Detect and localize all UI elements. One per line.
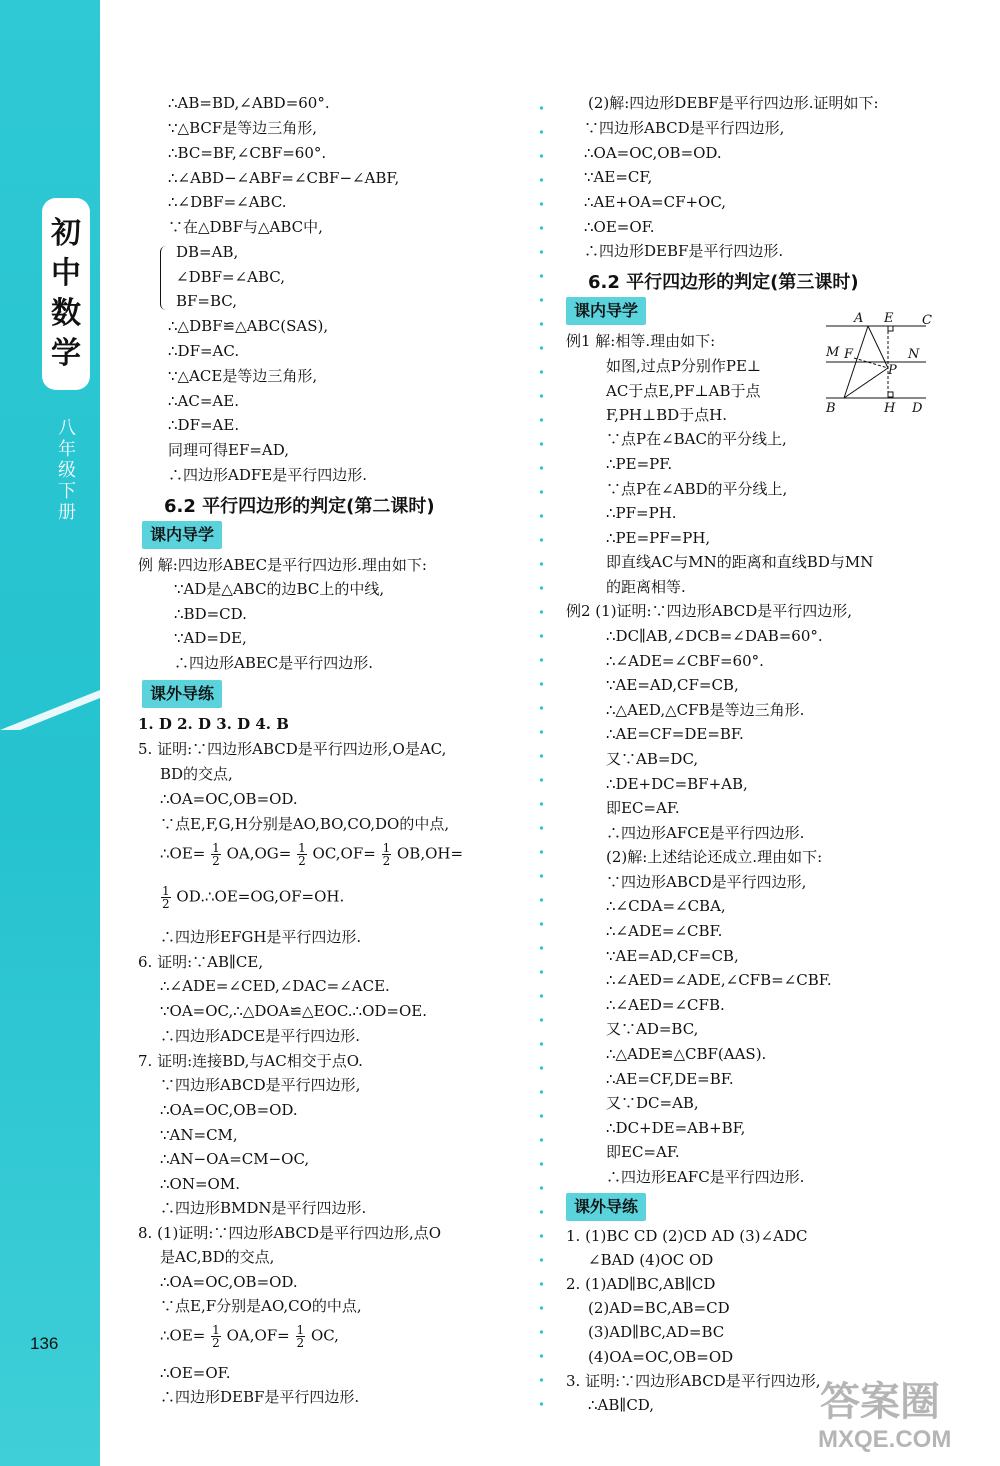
column-divider	[540, 96, 543, 1416]
fraction	[161, 885, 171, 910]
watermark-top-text: 答案圈	[820, 1379, 940, 1425]
text-line: 同理可得EF=AD,	[168, 441, 290, 459]
text-line: (2)解:上述结论还成立.理由如下:	[606, 848, 823, 866]
text-line: (3)AD∥BC,AD=BC	[588, 1323, 725, 1341]
text-line: ∴AC=AE.	[168, 392, 239, 410]
watermark	[790, 1366, 990, 1462]
grade-char: 八	[58, 418, 76, 439]
text-line: ∴DE+DC=BF+AB,	[606, 775, 748, 793]
text-line: 6. 证明:∵AB∥CE,	[138, 953, 264, 971]
text-line: ∴DF=AE.	[168, 416, 240, 434]
segment-bp	[844, 368, 888, 398]
text-line: ∴PE=PF.	[606, 455, 673, 473]
text-line: ∴BD=CD.	[174, 605, 247, 623]
fraction	[382, 842, 392, 867]
grade-label	[52, 418, 82, 523]
text-line: 即直线AC与MN的距离和直线BD与MN	[606, 553, 874, 571]
text-line: 例 解:四边形ABEC是平行四边形.理由如下:	[138, 556, 427, 574]
text-line: ∴四边形AFCE是平行四边形.	[606, 824, 805, 842]
label-a: A	[854, 311, 864, 326]
section-tag: 课外导练	[566, 1193, 646, 1221]
text-line: ∴四边形DEBF是平行四边形.	[584, 242, 784, 260]
label-e: E	[884, 311, 894, 326]
text-line: ∵点P在∠BAC的平分线上,	[606, 430, 787, 448]
subject-char: 数	[51, 296, 81, 331]
text-line: (4)OA=OC,OB=OD	[588, 1348, 734, 1366]
text-line: ∵四边形ABCD是平行四边形,	[160, 1076, 361, 1094]
denominator: 2	[382, 854, 391, 868]
text-line: ∵四边形ABCD是平行四边形,	[584, 119, 785, 137]
text-line: ∵AE=AD,CF=CB,	[606, 676, 739, 694]
text-line-fraction	[160, 842, 463, 867]
label-b: B	[826, 401, 836, 416]
text-line: ∵点E,F,G,H分别是AO,BO,CO,DO的中点,	[160, 815, 450, 833]
numerator: 1	[162, 884, 170, 898]
fraction	[211, 842, 221, 867]
text-fragment: OC,	[310, 1326, 339, 1345]
text-line: (2)解:四边形DEBF是平行四边形.证明如下:	[588, 94, 879, 112]
text-line: F,PH⊥BD于点H.	[606, 406, 728, 424]
text-line: ∴△ADE≌△CBF(AAS).	[606, 1045, 767, 1063]
numerator: 1	[298, 841, 306, 855]
text-line: ∴DC+DE=AB+BF,	[606, 1119, 746, 1137]
text-line: 的距离相等.	[606, 578, 686, 596]
text-line: ∴OA=OC,OB=OD.	[584, 144, 722, 162]
text-line: 例1 解:相等.理由如下:	[566, 332, 716, 350]
denominator: 2	[296, 1336, 305, 1350]
grade-char: 年	[58, 439, 76, 460]
denominator: 2	[212, 1336, 220, 1350]
text-fragment: OA,OF=	[226, 1326, 290, 1345]
text-line: ∴PF=PH.	[606, 504, 677, 522]
text-line: ∴△AED,△CFB是等边三角形.	[606, 701, 805, 719]
text-line: BF=BC,	[176, 292, 238, 310]
text-line: ∵AD=DE,	[174, 629, 247, 647]
denominator: 2	[162, 897, 170, 911]
text-line: ∴四边形DEBF是平行四边形.	[160, 1388, 360, 1406]
text-line: ∴四边形BMDN是平行四边形.	[160, 1199, 367, 1217]
text-line: ∴∠AED=∠ADE,∠CFB=∠CBF.	[606, 971, 832, 989]
text-fragment: OD.∴OE=OG,OF=OH.	[176, 887, 345, 906]
text-line: ∵OA=OC,∴△DOA≌△EOC.∴OD=OE.	[160, 1002, 427, 1020]
text-line: ∴DC∥AB,∠DCB=∠DAB=60°.	[606, 627, 823, 645]
text-line: ∵△ACE是等边三角形,	[168, 367, 318, 385]
label-p: P	[888, 363, 897, 378]
section-tag: 课内导学	[142, 521, 222, 549]
text-line: ∴∠DBF=∠ABC.	[168, 193, 287, 211]
text-line: (2)AD=BC,AB=CD	[588, 1299, 730, 1317]
text-line: ∴∠ADE=∠CBF.	[606, 922, 723, 940]
text-line-fraction	[160, 1324, 339, 1349]
text-line: ∴四边形ABEC是平行四边形.	[174, 654, 374, 672]
text-line: ∴AE=CF,DE=BF.	[606, 1070, 734, 1088]
text-line: BD的交点,	[160, 765, 233, 783]
text-line: 5. 证明:∵四边形ABCD是平行四边形,O是AC,	[138, 740, 447, 758]
right-angle-mark-h	[888, 392, 893, 397]
fraction	[297, 842, 307, 867]
right-angle-mark-e	[888, 326, 893, 331]
text-line: ∴OA=OC,OB=OD.	[160, 1273, 298, 1291]
page-number: 136	[30, 1334, 59, 1353]
text-line: ∴AB∥CD,	[588, 1396, 655, 1414]
text-line: 是AC,BD的交点,	[160, 1248, 275, 1266]
text-line: ∴PE=PF=PH,	[606, 529, 711, 547]
text-line: ∴∠ABD−∠ABF=∠CBF−∠ABF,	[168, 169, 400, 187]
text-line: ∵AE=CF,	[584, 168, 653, 186]
text-line: 即EC=AF.	[606, 1143, 680, 1161]
text-line: ∴AE+OA=CF+OC,	[584, 193, 727, 211]
text-line: 2. (1)AD∥BC,AB∥CD	[566, 1275, 716, 1293]
text-line: 又∵DC=AB,	[606, 1094, 699, 1112]
text-line: ∵AD是△ABC的边BC上的中线,	[174, 580, 385, 598]
text-line: 7. 证明:连接BD,与AC相交于点O.	[138, 1052, 363, 1070]
text-line: ∴△DBF≌△ABC(SAS),	[168, 317, 329, 335]
text-line: ∴OA=OC,OB=OD.	[160, 790, 298, 808]
text-fragment: OA,OG=	[226, 844, 292, 863]
subject-label	[42, 198, 90, 390]
segment-fp	[854, 358, 888, 368]
text-line: 又∵AB=DC,	[606, 750, 699, 768]
text-line: 如图,过点P分别作PE⊥	[606, 357, 762, 375]
text-line: ∴∠CDA=∠CBA,	[606, 897, 726, 915]
text-line-fraction	[160, 885, 344, 910]
text-line: 即EC=AF.	[606, 799, 680, 817]
text-line: ∴AN−OA=CM−OC,	[160, 1150, 310, 1168]
fraction	[296, 1324, 306, 1349]
text-line: 1. D 2. D 3. D 4. B	[138, 715, 289, 733]
text-line: 例2 (1)证明:∵四边形ABCD是平行四边形,	[566, 602, 853, 620]
watermark-bottom-text: MXQE.COM	[818, 1426, 952, 1453]
text-line: ∵AN=CM,	[160, 1126, 238, 1144]
label-n: N	[908, 347, 920, 362]
system-brace	[160, 246, 169, 310]
label-m: M	[826, 345, 840, 360]
text-line: ∵点E,F分别是AO,CO的中点,	[160, 1297, 362, 1315]
text-line: 8. (1)证明:∵四边形ABCD是平行四边形,点O	[138, 1224, 442, 1242]
label-d: D	[912, 401, 923, 416]
denominator: 2	[212, 854, 220, 868]
text-line: ∵四边形ABCD是平行四边形,	[606, 873, 807, 891]
label-h: H	[884, 401, 896, 416]
text-line: ∴四边形EFGH是平行四边形.	[160, 928, 362, 946]
subject-char: 初	[51, 216, 81, 251]
text-line: ∴四边形ADFE是平行四边形.	[168, 466, 367, 484]
numerator: 1	[296, 1323, 305, 1337]
section-tag: 课外导练	[142, 680, 222, 708]
text-line: ∴四边形ADCE是平行四边形.	[160, 1027, 361, 1045]
text-line: ∴四边形EAFC是平行四边形.	[606, 1168, 805, 1186]
numerator: 1	[212, 841, 220, 855]
text-line: ∵△BCF是等边三角形,	[168, 119, 318, 137]
subject-char: 学	[51, 336, 81, 371]
text-line: ∴BC=BF,∠CBF=60°.	[168, 144, 327, 162]
grade-char: 下	[58, 481, 76, 502]
text-line: ∴∠ADE=∠CBF=60°.	[606, 652, 764, 670]
text-line: ∴AB=BD,∠ABD=60°.	[168, 94, 330, 112]
section-tag: 课内导学	[566, 297, 646, 325]
text-fragment: OC,OF=	[312, 844, 376, 863]
text-line: ∠BAD (4)OC OD	[588, 1251, 714, 1269]
label-f: F	[844, 347, 854, 362]
numerator: 1	[212, 1323, 220, 1337]
label-c: C	[922, 313, 932, 328]
text-line: ∴OE=OF.	[160, 1364, 231, 1382]
text-line: ∴∠AED=∠CFB.	[606, 996, 725, 1014]
text-line: AC于点E,PF⊥AB于点	[606, 382, 761, 400]
text-line: ∴AE=CF=DE=BF.	[606, 725, 744, 743]
text-line: ∴∠ADE=∠CED,∠DAC=∠ACE.	[160, 977, 390, 995]
text-line: ∵在△DBF与△ABC中,	[168, 218, 323, 236]
parallel-lines-figure	[822, 308, 942, 420]
section-heading: 6.2 平行四边形的判定(第三课时)	[588, 272, 859, 293]
text-line: ∵点P在∠ABD的平分线上,	[606, 480, 788, 498]
denominator: 2	[298, 854, 306, 868]
subject-char: 中	[51, 256, 81, 291]
numerator: 1	[382, 841, 391, 855]
text-fragment: OB,OH=	[397, 844, 464, 863]
text-fragment: ∴OE=	[160, 1326, 206, 1345]
text-line: ∴ON=OM.	[160, 1175, 240, 1193]
section-heading: 6.2 平行四边形的判定(第二课时)	[164, 496, 435, 517]
text-line: ∴OA=OC,OB=OD.	[160, 1101, 298, 1119]
fraction	[211, 1324, 221, 1349]
text-line: DB=AB,	[176, 243, 239, 261]
text-line: ∠DBF=∠ABC,	[176, 268, 286, 286]
text-line: ∵AE=AD,CF=CB,	[606, 947, 739, 965]
text-line: 3. 证明:∵四边形ABCD是平行四边形,	[566, 1372, 821, 1390]
text-line: 又∵AD=BC,	[606, 1020, 699, 1038]
text-line: 1. (1)BC CD (2)CD AD (3)∠ADC	[566, 1227, 808, 1245]
grade-char: 册	[58, 502, 76, 523]
text-line: ∴DF=AC.	[168, 342, 240, 360]
text-line: ∴OE=OF.	[584, 218, 655, 236]
grade-char: 级	[58, 460, 76, 481]
text-fragment: ∴OE=	[160, 844, 206, 863]
